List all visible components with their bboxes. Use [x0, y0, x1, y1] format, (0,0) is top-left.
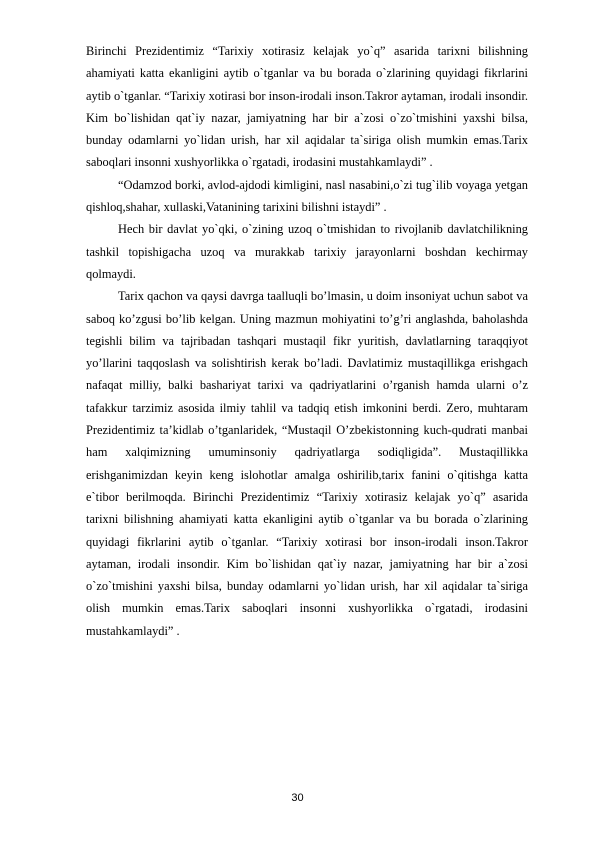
paragraph: Tarix qachon va qaysi davrga taalluqli bo’lmasin, u doim insoniyat uchun sabot va saboq ko’zgusi bo’lib kelgan. Uning mazmun mohiyatini to’g’ri anglashda, baholashda tegishli bilim va tajribadan tashqari mustaqil fikr yuritish, davlatlarning taraqqiyot yo’llarini taqqoslash va solishtirish kerak bo’ladi. Davlatimiz mustaqillikga erishgach nafaqat milliy, balki bashariyat tarixi va qadriyatlarini o’rganish hamda ularni o’z tafakkur tarzimiz asosida ilmiy tahlil va tadqiq etish imkonini berdi. Zero, muhtaram Prezidentimiz ta’kidlab o’tganlaridek, “Mustaqil O’zbekistonning kuch-qudrati manbai ham xalqimizning umuminsoniy qadriyatlarga sodiqligida”. Mustaqillikka erishganimizdan keyin keng islohotlar amalga oshirilib,tarix fanini o`qitishga katta e`tibor berilmoqda. Birinchi Prezidentimiz “Tarixiy xotirasiz kelajak yo`q” asarida tarixni bilishning ahamiyati katta ekanligini aytib o`tganlar va bu borada o`zlarining quyidagi fikrlarini aytib o`tganlar. “Tarixiy xotirasi bor inson-irodali inson.Takror aytaman, irodali insondir. Kim bo`lishidan qat`iy nazar, jamiyatning har bir a`zosi o`zo`tmishini yaxshi bilsa, bunday odamlarni yo`lidan urish, har xil aqidalar ta`siriga olish mumkin emas.Tarix saboqlari insonni xushyorlikka o`rgatadi, irodasini mustahkamlaydi” . [86, 289, 528, 638]
document-body [86, 40, 528, 642]
page-number: 30 [291, 792, 304, 804]
paragraph: “Odamzod borki, avlod-ajdodi kimligini, nasl nasabini,o`zi tug`ilib voyaga yetgan qishloq,shahar, xullaski,Vatanining tarixini bilishni istaydi” . [86, 177, 528, 215]
paragraph: Birinchi Prezidentimiz “Tarixiy xotirasiz kelajak yo`q” asarida tarixni bilishning ahamiyati katta ekanligini aytib o`tganlar va bu borada o`zlarining quyidagi fikrlarini aytib o`tganlar. “Tarixiy xotirasi bor inson-irodali inson.Takror aytaman, irodali insondir. Kim bo`lishidan qat`iy nazar, jamiyatning har bir a`zosi o`zo`tmishini yaxshi bilsa, bunday odamlarni yo`lidan urish, har xil aqidalar ta`siriga olish mumkin emas.Tarix saboqlari insonni xushyorlikka o`rgatadi, irodasini mustahkamlaydi” . [86, 44, 528, 170]
paragraph: Hech bir davlat yo`qki, o`zining uzoq o`tmishidan to rivojlanib davlatchilikning tashkil topishigacha uzoq va murakkab tarixiy jarayonlarni boshdan kechirmay qolmaydi. [86, 222, 528, 281]
